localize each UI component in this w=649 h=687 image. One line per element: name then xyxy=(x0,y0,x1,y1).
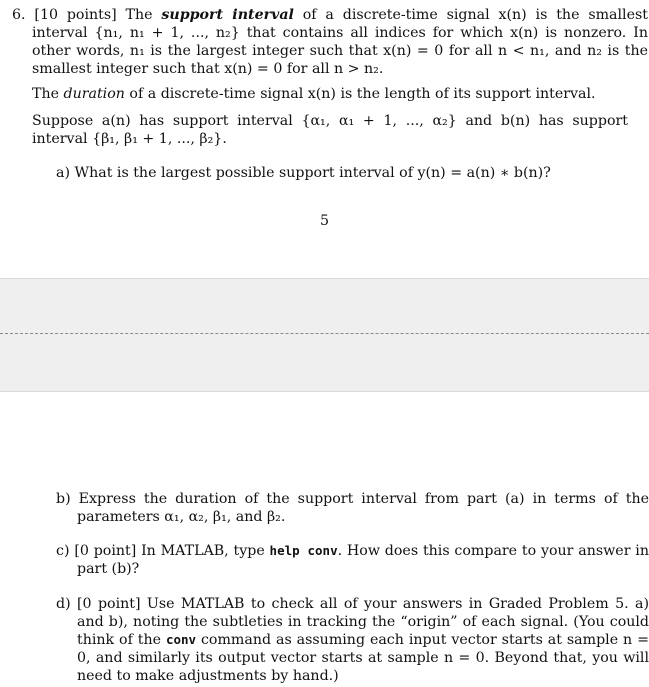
part-a xyxy=(56,164,628,182)
page-number: 5 xyxy=(319,213,330,229)
part-c xyxy=(56,542,649,578)
part-d-text-start: Use MATLAB to check all of your answers in Graded Problem 5. a) and b), noting the subtleties in tracking the “origin” of each signal. (You could think of the xyxy=(77,596,649,648)
conv-command: conv xyxy=(165,632,197,647)
part-c-points: [0 point] xyxy=(74,543,137,559)
part-a-text: What is the largest possible support interval of y(n) = a(n) ∗ b(n)? xyxy=(74,165,551,181)
duration-definition xyxy=(32,85,628,103)
suppose-statement xyxy=(32,112,628,148)
duration-text-start: The xyxy=(32,86,59,102)
help-conv-command: help conv xyxy=(269,543,338,558)
term-duration: duration xyxy=(63,86,125,102)
part-b-text: Express the duration of the support interval from part (a) in terms of the parameters α₁, α₂, β₁, and β₂. xyxy=(77,491,649,525)
problem-points: [10 points] xyxy=(34,7,117,23)
intro-text-rest: of a discrete-time signal x(n) is the smallest interval {n₁, n₁ + 1, ..., n₂} that contains all indices for which x(n) is nonzero. In other words, n₁ is the largest integer such that x(n) = 0 for all n < n₁, and n₂ is the smallest integer such that x(n) = 0 for all n > n₂. xyxy=(32,7,648,77)
part-d xyxy=(56,595,649,685)
intro-text-start: The xyxy=(125,7,153,23)
duration-text-rest: of a discrete-time signal x(n) is the length of its support interval. xyxy=(129,86,596,102)
part-d-points: [0 point] xyxy=(77,596,141,612)
suppose-text: Suppose a(n) has support interval {α₁, α₁ + 1, ..., α₂} and b(n) has support interval {β₁, β₁ + 1, ..., β₂}. xyxy=(32,113,628,147)
part-d-text-rest: command as assuming each input vector starts at sample n = 0, and similarly its output vector starts at sample n = 0. Beyond that, you will need to make adjustments by hand.) xyxy=(77,632,649,684)
page-break-dashed-line xyxy=(0,333,649,334)
part-d-label: d) xyxy=(56,596,71,612)
problem-6-intro xyxy=(12,6,648,78)
part-a-label: a) xyxy=(56,165,70,181)
part-b xyxy=(56,490,649,526)
part-c-text-rest: . How does this compare to your answer in part (b)? xyxy=(77,543,649,577)
part-c-label: c) xyxy=(56,543,70,559)
term-support-interval: support interval xyxy=(161,7,294,23)
problem-number: 6. xyxy=(12,7,26,23)
part-c-text-start: In MATLAB, type xyxy=(141,543,265,559)
part-b-label: b) xyxy=(56,491,71,507)
page-break-band xyxy=(0,278,649,392)
